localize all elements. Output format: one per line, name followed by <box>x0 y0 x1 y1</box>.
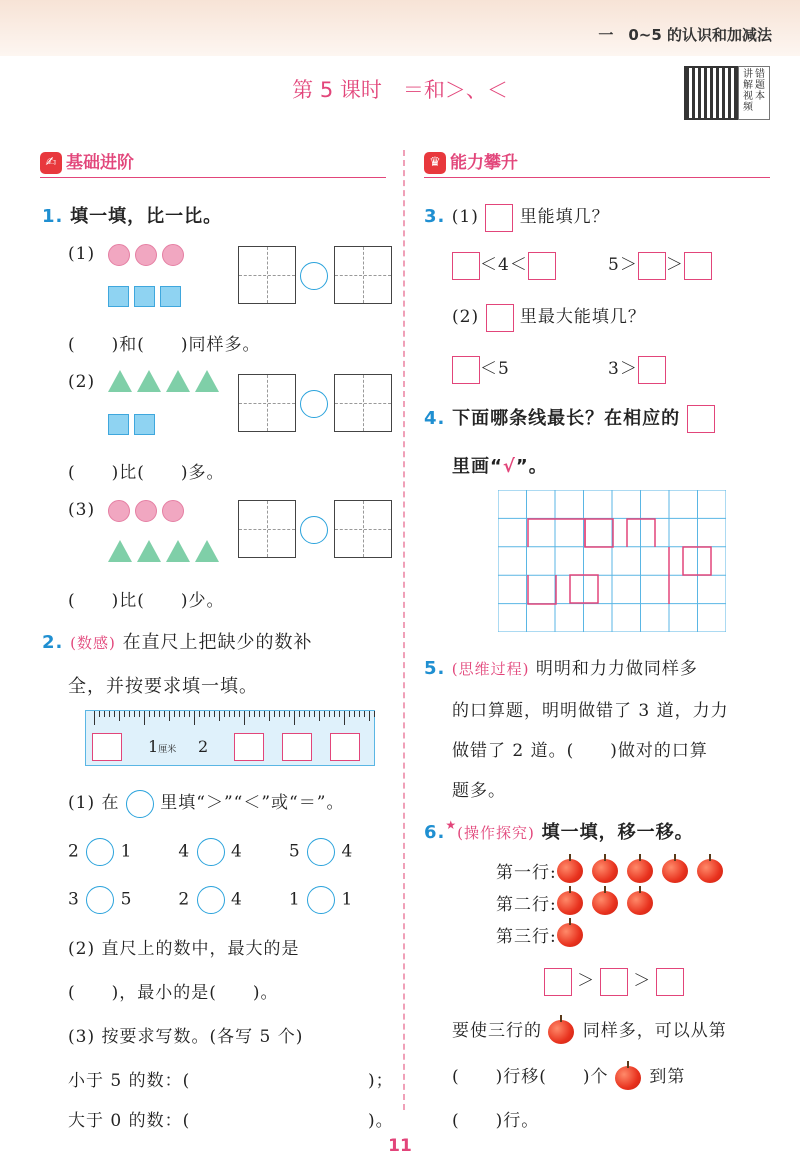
apple-rows <box>496 858 732 954</box>
q6-tag: (操作探究) <box>457 824 535 842</box>
apple-icon <box>548 1020 574 1044</box>
cmp-a: 2 <box>178 889 191 910</box>
q2-sub2-line2: ( )，最小的是( )。 <box>68 983 279 1003</box>
ruler-tick <box>299 711 300 717</box>
q4-line1 <box>424 404 715 433</box>
ruler-tick <box>189 711 190 717</box>
pink-circle-icon <box>162 500 184 522</box>
ruler-tick <box>219 711 220 721</box>
qr-label-char: 错 <box>755 69 765 80</box>
column-divider <box>403 150 405 1110</box>
pink-circle-icon <box>135 500 157 522</box>
apple-icon <box>662 859 688 883</box>
ruler-tick <box>144 711 145 725</box>
q3-number: 3. <box>424 206 446 227</box>
q2-tag: (数感) <box>70 634 116 652</box>
q2-more0-end: )。 <box>368 1111 394 1131</box>
ruler-tick <box>124 711 125 717</box>
ruler-tick <box>154 711 155 717</box>
q3-s1-label: (1) <box>451 207 479 227</box>
q3-s1-text: 里能填几？ <box>519 207 610 227</box>
ruler-tick <box>184 711 185 717</box>
cmp-b: 4 <box>231 841 243 862</box>
q1-p2-triangles <box>108 370 219 396</box>
cmp-b: 1 <box>341 889 354 910</box>
ruler-box[interactable] <box>282 733 312 761</box>
pen-icon: ✍ <box>40 152 62 174</box>
apple-row-label: 第一行: <box>496 863 557 883</box>
ruler-tick <box>194 711 195 725</box>
apple-icon <box>557 891 583 915</box>
green-triangle-icon <box>137 370 161 392</box>
q5-line2: 的口算题，明明做错了 3 道，力力 <box>452 701 729 721</box>
ruler-tick <box>359 711 360 717</box>
crown-icon: ♛ <box>424 152 446 174</box>
cmp-a: 2 <box>68 841 80 862</box>
answer-grid-box[interactable] <box>334 374 392 432</box>
q3-ineq2 <box>608 250 712 280</box>
ruler-tick <box>94 711 95 725</box>
apple-icon <box>592 891 618 915</box>
compare-circle[interactable] <box>307 838 335 866</box>
answer-grid-box[interactable] <box>238 374 296 432</box>
q3-ineq4 <box>608 354 666 384</box>
compare-circle[interactable] <box>197 838 225 866</box>
answer-box[interactable] <box>528 252 556 280</box>
ruler-tick <box>264 711 265 717</box>
ruler-tick <box>364 711 365 717</box>
ruler-tick <box>344 711 345 725</box>
green-triangle-icon <box>195 540 219 562</box>
ruler-tick <box>134 711 135 717</box>
ruler-tick <box>304 711 305 717</box>
apple-row-label: 第三行: <box>496 927 557 947</box>
ruler-box[interactable] <box>92 733 122 761</box>
ineq-text: 3＞ <box>608 359 638 379</box>
q4-text2-post: ”。 <box>515 456 548 477</box>
green-triangle-icon <box>166 540 190 562</box>
ineq-text: ＜4＜ <box>480 255 528 275</box>
compare-circle[interactable] <box>300 516 328 544</box>
compare-circle[interactable] <box>300 262 328 290</box>
ruler-tick <box>214 711 215 717</box>
q1-text: 填一填，比一比。 <box>70 206 223 227</box>
apple-icon <box>627 891 653 915</box>
q2-less5-end: )； <box>368 1071 394 1091</box>
ruler-unit: 厘米 <box>158 745 177 755</box>
q2-sub3: (3) 按要求写数。(各写 5 个) <box>68 1027 304 1047</box>
blue-square-icon <box>160 286 181 307</box>
q6-line3: ( )行。 <box>452 1111 540 1131</box>
q1-p3-triangles <box>108 540 219 566</box>
green-triangle-icon <box>108 370 132 392</box>
ruler-tick <box>279 711 280 717</box>
ruler-tick <box>169 711 170 721</box>
ruler-tick <box>149 711 150 717</box>
apple-row <box>496 922 732 954</box>
q5-line4: 题多。 <box>452 781 506 801</box>
q1-p3-circles <box>108 500 184 526</box>
q1-p1-answer: ( )和( )同样多。 <box>68 335 261 355</box>
ruler-tick <box>114 711 115 717</box>
compare-item <box>289 886 389 914</box>
pink-circle-icon <box>135 244 157 266</box>
q2-sub2-line1: (2) 直尺上的数中，最大的是 <box>68 939 300 959</box>
lesson-title: 第 5 课时 ＝和＞、＜ <box>292 78 508 102</box>
q6-boxes <box>544 966 684 996</box>
blue-square-icon <box>134 414 155 435</box>
ruler-tick <box>209 711 210 717</box>
apple-icon <box>557 859 583 883</box>
compare-circle[interactable] <box>197 886 225 914</box>
ruler-tick <box>289 711 290 717</box>
green-triangle-icon <box>166 370 190 392</box>
answer-box[interactable] <box>452 356 480 384</box>
q3-line1 <box>424 202 610 232</box>
compare-circle[interactable] <box>86 838 114 866</box>
compare-circle[interactable] <box>307 886 335 914</box>
q1-p3-answer: ( )比( )少。 <box>68 591 225 611</box>
q6-l2-b: 到第 <box>649 1067 686 1087</box>
ineq-text: ＞ <box>577 971 596 991</box>
answer-box[interactable] <box>638 356 666 384</box>
green-triangle-icon <box>108 540 132 562</box>
blue-square-icon <box>134 286 155 307</box>
ruler-tick <box>374 711 375 717</box>
q4-text1: 下面哪条线最长？在相应的 <box>452 408 681 429</box>
q6-line2 <box>452 1062 685 1090</box>
answer-box[interactable] <box>684 252 712 280</box>
green-triangle-icon <box>195 370 219 392</box>
q6-l2-a: ( )行移( )个 <box>452 1067 609 1087</box>
ruler-tick <box>334 711 335 717</box>
q1-p2-answer: ( )比( )多。 <box>68 463 225 483</box>
chapter-title: 一 0~5 的认识和加减法 <box>598 26 772 44</box>
ruler-tick <box>129 711 130 717</box>
q6-title <box>424 818 694 844</box>
q2-sub1 <box>68 788 344 818</box>
q4-number: 4. <box>424 408 446 429</box>
qr-label-char: 视 <box>743 91 753 102</box>
q3-s2-text: 里最大能填几？ <box>519 307 646 327</box>
blue-square-icon <box>108 414 129 435</box>
ruler-tick <box>119 711 120 721</box>
compare-item <box>68 886 172 914</box>
answer-box[interactable] <box>600 968 628 996</box>
compare-circle[interactable] <box>86 886 114 914</box>
red-line <box>528 575 556 604</box>
apple-icon <box>627 859 653 883</box>
q3-ineq3 <box>452 354 510 384</box>
ruler-tick <box>179 711 180 717</box>
ruler-box[interactable] <box>234 733 264 761</box>
answer-box[interactable] <box>687 405 715 433</box>
compare-item <box>178 838 282 866</box>
apple-icon <box>615 1066 641 1090</box>
ruler-tick <box>329 711 330 717</box>
q2-less5: 小于 5 的数：( <box>68 1071 191 1091</box>
green-triangle-icon <box>137 540 161 562</box>
q5-number: 5. <box>424 658 446 679</box>
ineq-text: ＞ <box>665 255 684 275</box>
ruler-tick <box>104 711 105 717</box>
ruler-tick <box>249 711 250 717</box>
q1-number: 1. <box>42 206 64 227</box>
q6-l1-post: 同样多，可以从第 <box>582 1021 727 1041</box>
ruler-tick <box>324 711 325 717</box>
answer-box[interactable] <box>544 968 572 996</box>
q2-title <box>42 628 313 654</box>
pink-circle-icon <box>108 244 130 266</box>
q6-text: 填一填，移一移。 <box>541 822 694 843</box>
cmp-b: 1 <box>120 841 133 862</box>
ruler-tick <box>99 711 100 717</box>
answer-box[interactable] <box>452 252 480 280</box>
cmp-b: 4 <box>341 841 354 862</box>
ruler-tick <box>369 711 370 721</box>
ruler-tick <box>354 711 355 717</box>
apple-icon <box>557 923 583 947</box>
ruler-tick <box>159 711 160 717</box>
q5-text: 明明和力力做同样多 <box>535 659 698 679</box>
apple-icon <box>592 859 618 883</box>
q1-p1-circles <box>108 244 184 270</box>
ruler <box>85 710 375 766</box>
ruler-tick <box>229 711 230 717</box>
compare-item <box>68 838 172 866</box>
pink-circle-icon <box>108 500 130 522</box>
q2-sub1-pre: (1) 在 <box>68 793 120 813</box>
star-icon: ★ <box>445 818 458 832</box>
check-mark-icon: √ <box>502 456 516 477</box>
ineq-text: ＞ <box>633 971 652 991</box>
section-ability <box>424 148 770 178</box>
q5-tag: (思维过程) <box>451 660 530 678</box>
ruler-two: 2 <box>198 737 209 756</box>
ruler-tick <box>254 711 255 717</box>
answer-grid-box[interactable] <box>334 246 392 304</box>
q2-text1: 在直尺上把缺少的数补 <box>122 632 313 653</box>
section-ability-title: 能力攀升 <box>450 153 518 173</box>
answer-grid-box[interactable] <box>238 500 296 558</box>
q1-p2-label: (2) <box>68 372 96 392</box>
ruler-tick <box>294 711 295 725</box>
qr-code-icon[interactable] <box>684 66 738 120</box>
ruler-tick <box>349 711 350 717</box>
ruler-tick <box>244 711 245 725</box>
q2-sub1-post: 里填“＞”“＜”或“＝”。 <box>160 793 345 813</box>
ruler-tick <box>269 711 270 721</box>
q2-more0: 大于 0 的数：( <box>68 1111 191 1131</box>
compare-item <box>178 886 282 914</box>
qr-label-char: 频 <box>743 102 753 113</box>
compare-circle[interactable] <box>126 790 154 818</box>
qr-label-char: 讲 <box>743 69 753 80</box>
q6-l1-pre: 要使三行的 <box>452 1021 542 1041</box>
apple-row-label: 第二行: <box>496 895 557 915</box>
ruler-tick <box>224 711 225 717</box>
ruler-tick <box>204 711 205 717</box>
ruler-tick <box>314 711 315 717</box>
cmp-a: 4 <box>178 841 191 862</box>
ruler-tick <box>174 711 175 717</box>
qr-label <box>738 66 770 120</box>
ruler-tick <box>109 711 110 717</box>
q6-line1 <box>452 1016 727 1044</box>
answer-box[interactable] <box>638 252 666 280</box>
ruler-tick <box>339 711 340 717</box>
ruler-tick <box>199 711 200 717</box>
cmp-a: 5 <box>288 841 301 862</box>
q5-line3: 做错了 2 道。( )做对的口算 <box>452 741 708 761</box>
ruler-tick <box>309 711 310 717</box>
cmp-a: 1 <box>288 889 301 910</box>
cmp-a: 3 <box>68 889 80 910</box>
q3-line2 <box>452 302 646 332</box>
q2-compare-row <box>68 886 388 914</box>
ruler-number <box>148 737 176 756</box>
ruler-tick <box>274 711 275 717</box>
answer-grid-box[interactable] <box>238 246 296 304</box>
q1-p3-label: (3) <box>68 500 96 520</box>
apple-row <box>496 890 732 922</box>
section-basic-title: 基础进阶 <box>66 153 134 173</box>
q6-number: 6. <box>424 822 446 843</box>
answer-box[interactable] <box>485 204 513 232</box>
q5-line1 <box>424 654 698 679</box>
q4-line2 <box>452 452 548 478</box>
ruler-tick <box>139 711 140 717</box>
ruler-tick <box>284 711 285 717</box>
qr-label-char: 解 <box>743 80 753 91</box>
cmp-b: 4 <box>231 889 243 910</box>
q1-p2-squares <box>108 414 155 439</box>
page-number: 11 <box>388 1136 412 1156</box>
answer-box[interactable] <box>486 304 514 332</box>
q1-title <box>42 202 222 228</box>
q2-compare-row <box>68 838 388 866</box>
ruler-tick <box>164 711 165 717</box>
ineq-text: ＜5 <box>480 359 510 379</box>
apple-icon <box>697 859 723 883</box>
answer-grid-box[interactable] <box>334 500 392 558</box>
apple-row <box>496 858 732 890</box>
q1-p1-squares <box>108 286 181 311</box>
ruler-box[interactable] <box>330 733 360 761</box>
section-basic <box>40 148 386 178</box>
qr-label-char: 题 <box>755 80 765 91</box>
ruler-tick <box>239 711 240 717</box>
answer-box <box>585 519 613 547</box>
compare-item <box>289 838 389 866</box>
q2-number: 2. <box>42 632 64 653</box>
ineq-text: 5＞ <box>608 255 638 275</box>
q3-s2-label: (2) <box>452 307 480 327</box>
q2-text2: 全，并按要求填一填。 <box>68 676 258 697</box>
compare-circle[interactable] <box>300 390 328 418</box>
ruler-tick <box>259 711 260 717</box>
red-line <box>528 519 585 547</box>
cmp-b: 5 <box>120 889 133 910</box>
pink-circle-icon <box>162 244 184 266</box>
blue-square-icon <box>108 286 129 307</box>
ruler-tick <box>234 711 235 717</box>
q4-text2-pre: 里画“ <box>452 456 503 477</box>
answer-box[interactable] <box>656 968 684 996</box>
qr-label-char: 本 <box>755 91 765 102</box>
ruler-tick <box>319 711 320 721</box>
line-grid <box>498 490 726 632</box>
q3-ineq1 <box>452 250 556 280</box>
ruler-one: 1 <box>148 737 159 756</box>
q1-p1-label: (1) <box>68 244 96 264</box>
